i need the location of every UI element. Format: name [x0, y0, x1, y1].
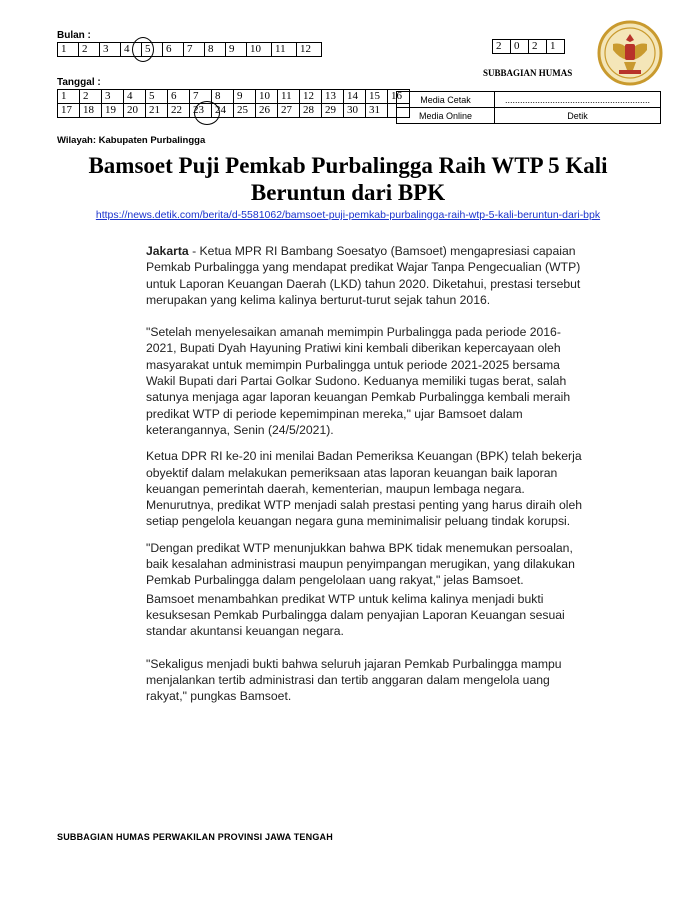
garuda-emblem-icon: [597, 20, 663, 86]
date-cell: 10: [256, 90, 278, 104]
month-cell: 7: [184, 43, 205, 57]
month-cell: 10: [247, 43, 272, 57]
date-cell: 20: [124, 104, 146, 118]
date-cell: 25: [234, 104, 256, 118]
article-body: [146, 243, 584, 704]
paragraph-text: - Ketua MPR RI Bambang Soesatyo (Bamsoet) mengapresiasi capaian Pemkab Purbalingga yang mendapat predikat Wajar Tanpa Pengecualian (WTP) untuk Laporan Keuangan Daerah (LKD) tahun 2020. Diketahui, prestasi tersebut merupakan yang kelima kalinya berturut-turut sejak tahun 2016.: [146, 244, 581, 307]
month-cell-selected: 5: [142, 43, 163, 57]
date-cell: 26: [256, 104, 278, 118]
date-cell: 2: [80, 90, 102, 104]
date-cell: 8: [212, 90, 234, 104]
bulan-label: Bulan :: [57, 30, 91, 41]
month-cell: 2: [79, 43, 100, 57]
article-title: [40, 152, 656, 206]
date-cell: 17: [58, 104, 80, 118]
article-paragraph: "Sekaligus menjadi bukti bahwa seluruh jajaran Pemkab Purbalingga mampu menjalankan tertib administrasi dan tertib anggaran dalam mengelola uang rakyat," pungkas Bamsoet.: [146, 656, 562, 704]
dateline: Jakarta: [146, 244, 189, 258]
date-row: [58, 90, 410, 104]
date-cell: 5: [146, 90, 168, 104]
selected-date-circle: [194, 101, 220, 125]
month-cell: 9: [226, 43, 247, 57]
year-digit: 0: [511, 40, 529, 54]
date-cell-selected: 24: [212, 104, 234, 118]
date-cell: 31: [366, 104, 388, 118]
date-cell: 7: [190, 90, 212, 104]
date-cell: 1: [58, 90, 80, 104]
wilayah-label: Wilayah: Kabupaten Purbalingga: [57, 135, 206, 146]
media-online-value: Detik: [495, 108, 661, 124]
date-cell: 11: [278, 90, 300, 104]
month-cell: 8: [205, 43, 226, 57]
year-digit: 2: [493, 40, 511, 54]
year-digit: 2: [529, 40, 547, 54]
date-cell: 16: [388, 90, 410, 104]
date-cell: 3: [102, 90, 124, 104]
media-table: [396, 91, 661, 124]
date-cell: 21: [146, 104, 168, 118]
year-digit: 1: [547, 40, 565, 54]
month-cell: 4: [121, 43, 142, 57]
article-paragraph: "Dengan predikat WTP menunjukkan bahwa BPK tidak menemukan persoalan, baik kesalahan administrasi maupun penyimpangan merugikan, yang dilakukan Pemkab Purbalingga dalam pengelolaan uang rakyat," jelas Bamsoet.: [146, 540, 575, 588]
date-cell: 19: [102, 104, 124, 118]
date-row: [58, 104, 410, 118]
month-cell: 3: [100, 43, 121, 57]
footer-text: SUBBAGIAN HUMAS PERWAKILAN PROVINSI JAWA TENGAH: [57, 832, 333, 842]
unit-label: SUBBAGIAN HUMAS: [483, 68, 573, 78]
date-cell: 12: [300, 90, 322, 104]
month-cell: 6: [163, 43, 184, 57]
selected-month-circle: [132, 37, 154, 62]
media-online-label: Media Online: [397, 108, 495, 124]
date-cell: 23: [190, 104, 212, 118]
month-grid: [57, 42, 322, 57]
month-cell: 12: [297, 43, 322, 57]
month-cell: 11: [272, 43, 297, 57]
date-cell: 6: [168, 90, 190, 104]
date-cell: 18: [80, 104, 102, 118]
article-paragraph: "Setelah menyelesaikan amanah memimpin Purbalingga pada periode 2016-2021, Bupati Dyah Hayuning Pratiwi kini kembali diberikan kepercayaan oleh masyarakat untuk memimpin Purbalingga untuk periode 2021-2025 bersama Wakil Bupati dari Partai Golkar Sudono. Keduanya memiliki tugas berat, salah satunya menjaga agar laporan keuangan Pemkab Purbalingga kembali meraih predikat WTP di periode kepemimpinan mereka," ujar Bamsoet dalam keterangannya, Senin (24/5/2021).: [146, 325, 571, 437]
date-cell: 22: [168, 104, 190, 118]
date-grid: [57, 89, 410, 118]
media-cetak-label: Media Cetak: [397, 92, 495, 108]
date-cell: 27: [278, 104, 300, 118]
article-title-line: Beruntun dari BPK: [250, 180, 446, 205]
date-cell: 29: [322, 104, 344, 118]
article-paragraph: Bamsoet menambahkan predikat WTP untuk kelima kalinya menjadi bukti kesuksesan Pemkab Purbalingga dalam penyajian Laporan Keuangan sesuai standar akuntansi keuangan negara.: [146, 591, 565, 639]
article-paragraph: Ketua DPR RI ke-20 ini menilai Badan Pemeriksa Keuangan (BPK) telah bekerja obyektif dalam melakukan pemeriksaan atas laporan keuangan baik laporan keuangan pemerintah daerah, kementerian, maupun lembaga negara. Menurutnya, predikat WTP menjadi salah prestasi penting yang harus diraih oleh setiap pengelola keuangan negara guna meminimalisir peluang tindak korupsi.: [146, 449, 583, 529]
tanggal-label: Tanggal :: [57, 77, 101, 88]
date-cell: 14: [344, 90, 366, 104]
month-cell: 1: [58, 43, 79, 57]
media-cetak-value: ..........................................................: [495, 92, 661, 108]
year-grid: [492, 39, 565, 54]
date-cell: 9: [234, 90, 256, 104]
date-cell: 30: [344, 104, 366, 118]
article-url[interactable]: https://news.detik.com/berita/d-5581062/bamsoet-puji-pemkab-purbalingga-raih-wtp-5-kali-beruntun-dari-bpk: [95, 209, 601, 221]
article-paragraph: [146, 243, 584, 308]
article-title-line: Bamsoet Puji Pemkab Purbalingga Raih WTP 5 Kali: [88, 153, 608, 178]
date-cell: 4: [124, 90, 146, 104]
date-cell: 28: [300, 104, 322, 118]
date-cell: 15: [366, 90, 388, 104]
date-cell: 13: [322, 90, 344, 104]
